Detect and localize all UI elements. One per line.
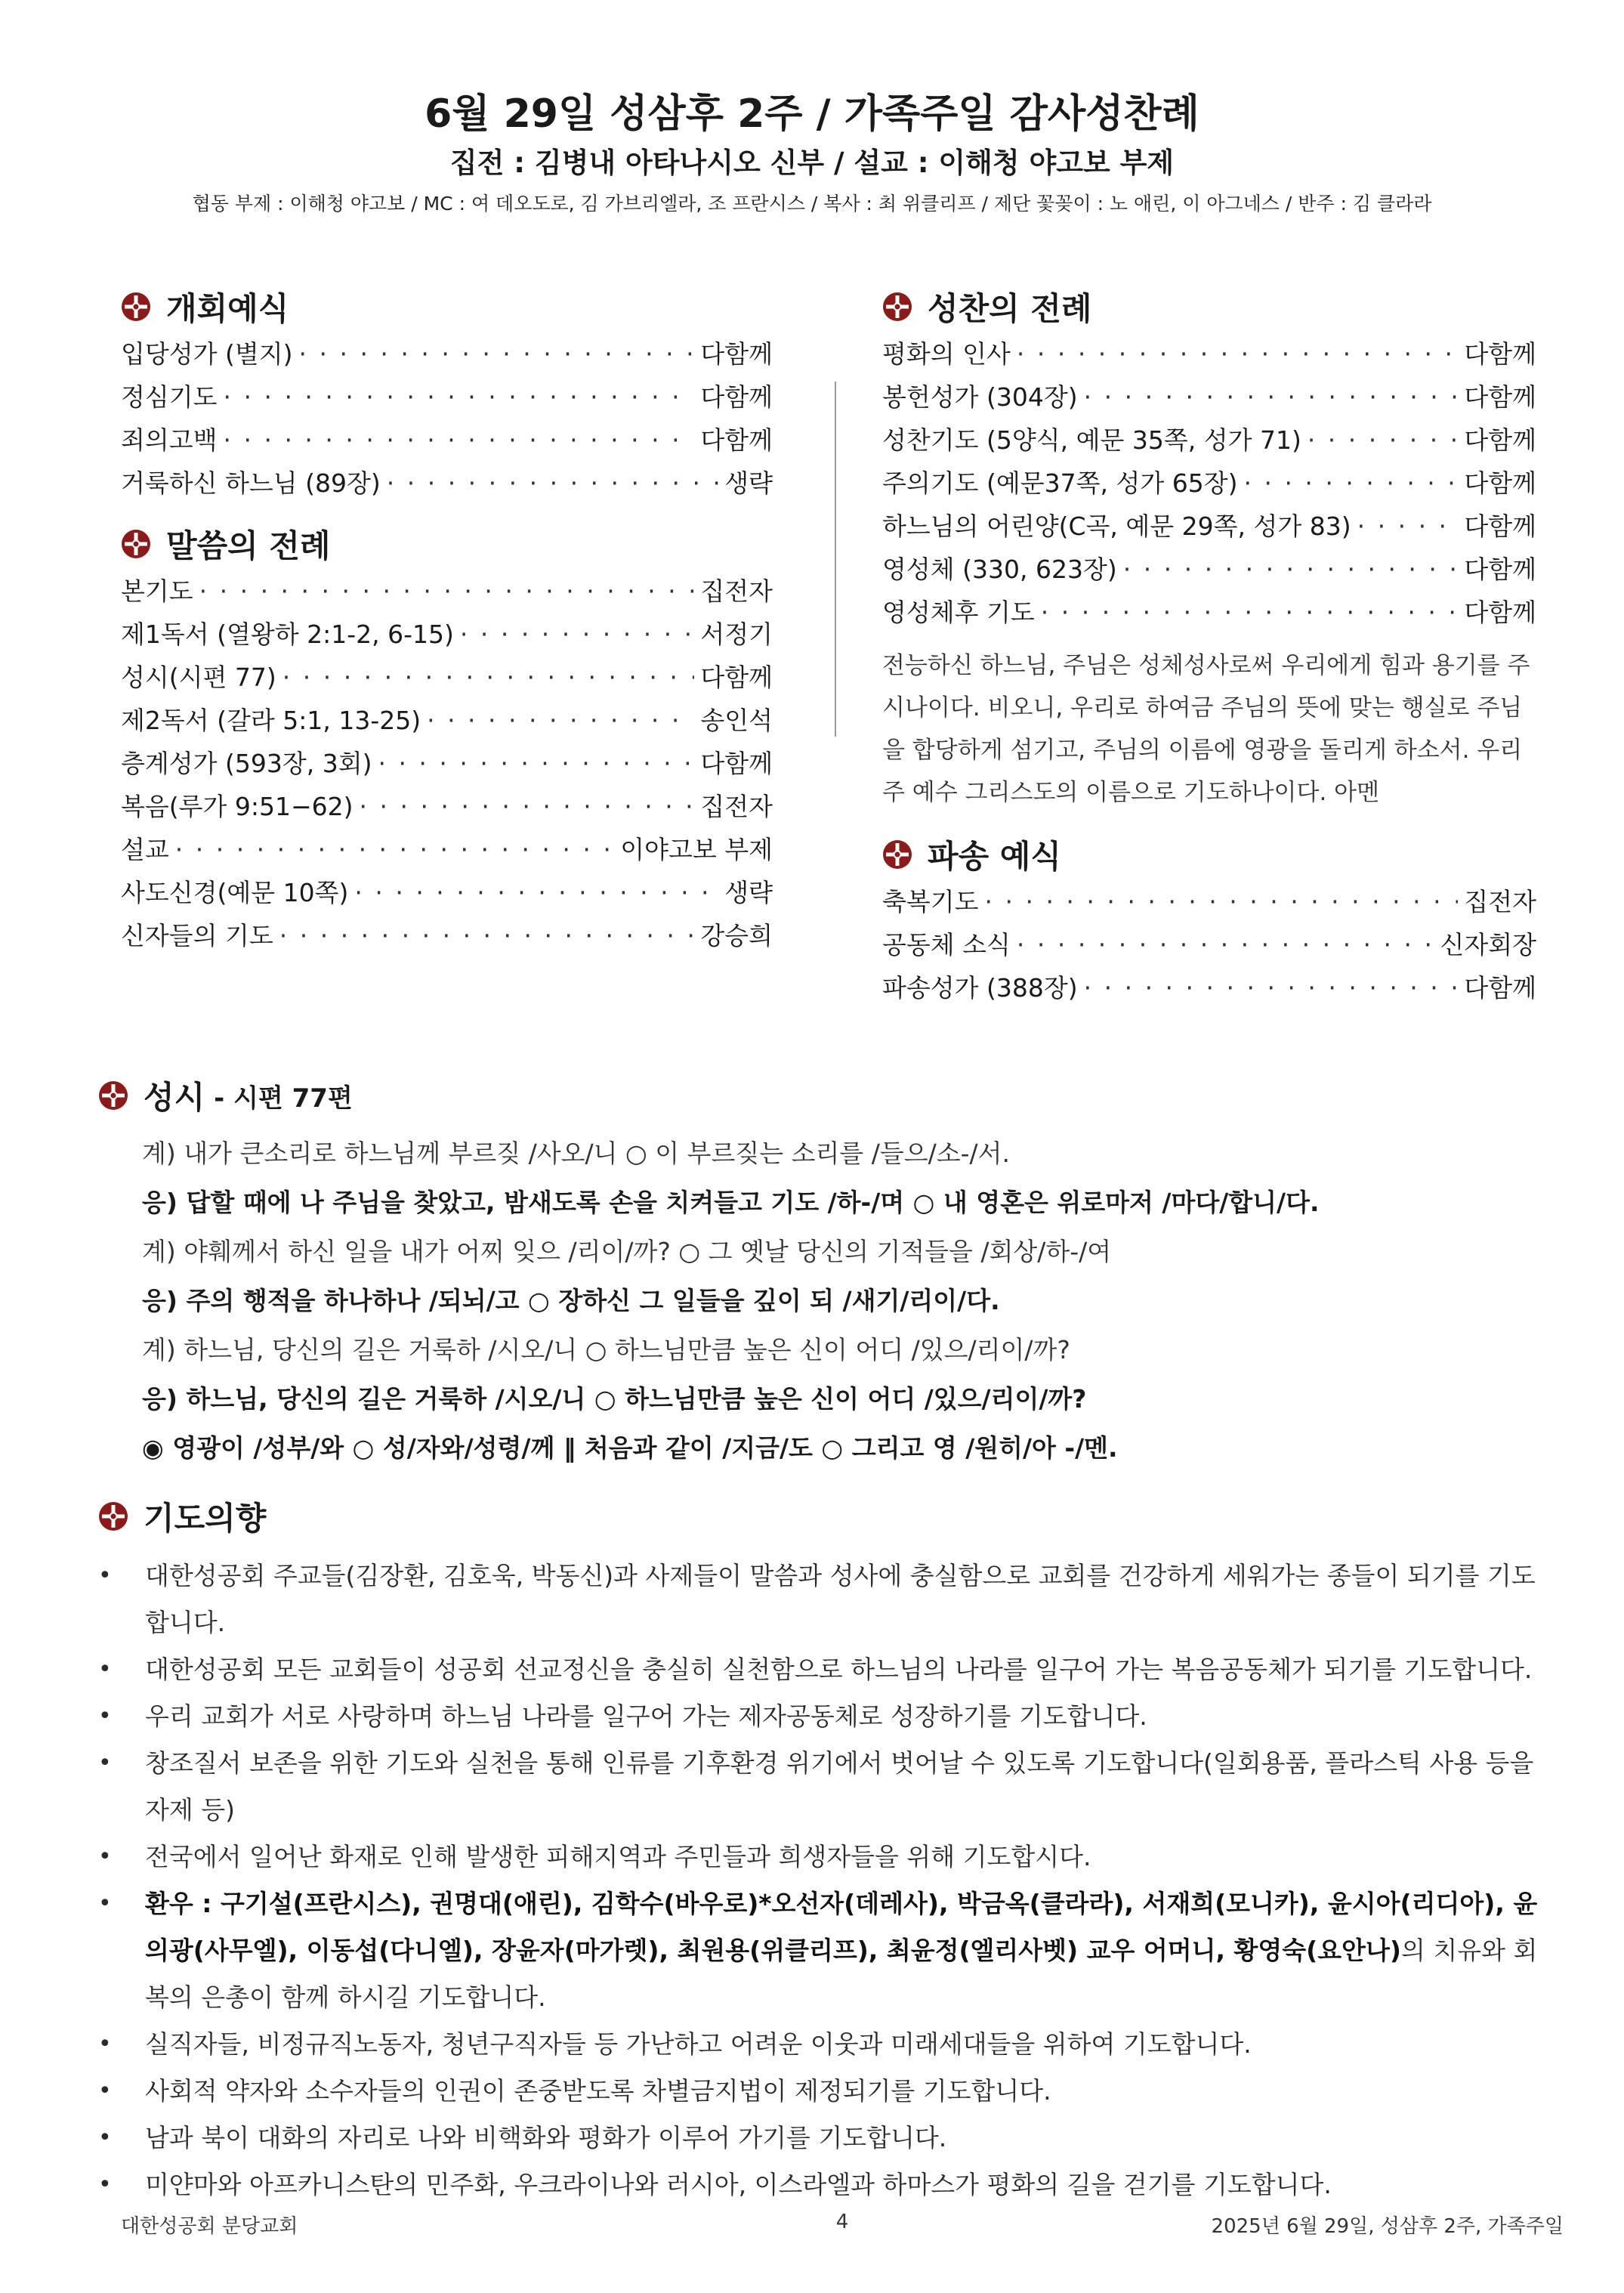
dot-leader (279, 914, 695, 957)
page-title: 6월 29일 성삼후 2주 / 가족주일 감사성찬례 (425, 91, 1199, 137)
psalm-reference: - 시편 77편 (214, 1083, 353, 1114)
service-item-label: 신자들의 기도 (121, 921, 273, 950)
service-item-performer: 강승희 (700, 921, 773, 950)
service-item-label: 정심기도 (121, 382, 218, 412)
psalm-line-response: 응) 주의 행적을 하나하나 /되뇌/고 ○ 장하신 그 일들을 깊이 되 /새기/리이/다. (142, 1286, 1000, 1315)
service-item-label: 봉헌성가 (304장) (882, 382, 1078, 412)
service-item (882, 880, 1536, 923)
dot-leader (199, 570, 695, 613)
intention-item: • 남과 북이 대화의 자리로 나와 비핵화와 평화가 이루어 가기를 기도합니다. (98, 2115, 1548, 2162)
staff-line: 협동 부제 : 이해청 야고보 / MC : 여 데오도로, 김 가브리엘라, 조 프란시스 / 복사 : 최 위클리프 / 제단 꽃꽂이 : 노 애린, 이 아그네스 / 반주 : 김 클라라 (192, 193, 1432, 215)
service-item (121, 613, 773, 656)
page-footer (121, 2211, 1564, 2241)
section-heading-intentions (98, 1492, 1548, 1541)
service-item-performer: 집전자 (700, 576, 773, 606)
service-item-performer: 다함께 (700, 339, 773, 369)
intention-item: • 실직자들, 비정규직노동자, 청년구직자들 등 가난하고 어려운 이웃과 미래세대들을 위하여 기도합니다. (98, 2021, 1548, 2068)
page-number: 4 (835, 2211, 849, 2233)
dot-leader (299, 332, 695, 375)
section-title: 성시 (144, 1079, 205, 1116)
dot-leader (387, 462, 718, 505)
psalm-line-leader: 계) 하느님, 당신의 길은 거룩하 /시오/니 ○ 하느님만큼 높은 신이 어디 /있으/리이/까? (142, 1335, 1070, 1364)
section-heading-word (121, 520, 773, 568)
service-item-label: 본기도 (121, 576, 193, 606)
service-item-label: 영성체후 기도 (882, 598, 1035, 627)
dot-leader (224, 375, 695, 419)
intention-item: • 대한성공회 모든 교회들이 성공회 선교정신을 충실히 실천함으로 하느님의 나라를 일구어 가는 복음공동체가 되기를 기도합니다. (98, 1646, 1548, 1693)
service-item (121, 785, 773, 828)
column-divider (835, 382, 836, 737)
service-item-performer: 다함께 (700, 749, 773, 778)
section-heading-psalm (98, 1071, 1533, 1120)
dot-leader (985, 880, 1459, 923)
service-item-performer: 다함께 (1464, 511, 1536, 541)
service-item (121, 570, 773, 613)
service-item (121, 462, 773, 505)
section-heading-dismissal (882, 830, 1536, 879)
service-item (882, 505, 1536, 548)
dot-leader (360, 785, 695, 828)
page-header (0, 89, 1624, 219)
service-item-performer: 다함께 (1464, 973, 1536, 1003)
section-title: 말씀의 전례 (166, 527, 331, 564)
service-item-performer: 서정기 (700, 620, 773, 649)
service-item-performer: 생략 (724, 468, 773, 498)
service-item (121, 828, 773, 871)
patients-prefix: 환우 : (145, 1889, 221, 1918)
service-item (882, 462, 1536, 505)
cross-icon (121, 529, 151, 559)
right-column (882, 283, 1536, 1009)
dot-leader (1017, 332, 1458, 375)
service-item (121, 332, 773, 375)
officiant-line: 집전 : 김병내 아타나시오 신부 / 설교 : 이해청 야고보 부제 (449, 147, 1175, 179)
service-item (121, 914, 773, 957)
cross-icon (882, 292, 912, 322)
intention-item: • 전국에서 일어난 화재로 인해 발생한 피해지역과 주민들과 희생자들을 위해 기도합시다. (98, 1834, 1548, 1880)
post-communion-prayer: 전능하신 하느님, 주님은 성체성사로써 우리에게 힘과 용기를 주시나이다. 비오니, 우리로 하여금 주님의 뜻에 맞는 행실로 주님을 합당하게 섬기고, 주님의 이름에 영광을 돌리게 하소서. 우리 주 예수 그리스도의 이름으로 기도하나이다. 아멘 (882, 652, 1530, 806)
service-item-performer: 생략 (724, 878, 773, 907)
service-item-label: 하느님의 어린양(C곡, 예문 29쪽, 성가 83) (882, 511, 1351, 541)
psalm-line-response: 응) 하느님, 당신의 길은 거룩하 /시오/니 ○ 하느님만큼 높은 신이 어디 /있으/리이/까? (142, 1384, 1087, 1414)
psalm-line-leader: 계) 야훼께서 하신 일을 내가 어찌 잊으 /리이/까? ○ 그 옛날 당신의 기적들을 /회상/하-/여 (142, 1237, 1112, 1266)
dot-leader (1084, 966, 1459, 1009)
intention-item: • 미얀마와 아프카니스탄의 민주화, 우크라이나와 러시아, 이스라엘과 하마스가 평화의 길을 걷기를 기도합니다. (98, 2162, 1548, 2208)
dot-leader (1041, 591, 1459, 634)
service-item-label: 공동체 소식 (882, 930, 1011, 960)
dot-leader (1308, 419, 1459, 462)
footer-date: 2025년 6월 29일, 성삼후 2주, 가족주일 (1211, 2215, 1564, 2238)
dot-leader (1123, 548, 1459, 591)
word-list (121, 570, 773, 957)
service-item-performer: 다함께 (1464, 339, 1536, 369)
service-item (882, 923, 1536, 966)
dot-leader (354, 871, 718, 914)
service-item (121, 742, 773, 785)
service-item (121, 419, 773, 462)
service-item-label: 복음(루가 9:51−62) (121, 792, 354, 821)
service-item-label: 파송성가 (388장) (882, 973, 1078, 1003)
service-item-performer: 송인석 (700, 706, 773, 735)
service-item (882, 332, 1536, 375)
service-item-label: 성시(시편 77) (121, 663, 276, 692)
cross-icon (882, 839, 912, 870)
service-item-performer: 다함께 (1464, 468, 1536, 498)
service-item-performer: 다함께 (1464, 425, 1536, 455)
service-item-label: 설교 (121, 835, 169, 864)
service-item (882, 375, 1536, 419)
section-title: 기도의향 (144, 1500, 267, 1537)
section-title: 개회예식 (166, 290, 289, 327)
psalm-line-response: 응) 답할 때에 나 주님을 찾았고, 밤새도록 손을 치켜들고 기도 /하-/며 ○ 내 영혼은 위로마저 /마다/합니/다. (142, 1188, 1320, 1217)
service-item (882, 966, 1536, 1009)
service-item-label: 제1독서 (열왕하 2:1-2, 6-15) (121, 620, 454, 649)
psalm-section (98, 1071, 1533, 1473)
intention-item-patients (98, 1880, 1548, 2021)
service-item-performer: 이야고보 부제 (620, 835, 773, 864)
service-item-performer: 다함께 (700, 663, 773, 692)
dot-leader (283, 656, 695, 699)
service-item-label: 입당성가 (별지) (121, 339, 293, 369)
dot-leader (224, 419, 695, 462)
dot-leader (427, 699, 694, 742)
service-item (121, 699, 773, 742)
section-title: 성찬의 전례 (928, 290, 1092, 327)
service-item-label: 거룩하신 하느님 (89장) (121, 468, 381, 498)
dot-leader (175, 828, 614, 871)
service-item-label: 평화의 인사 (882, 339, 1011, 369)
service-item-performer: 집전자 (700, 792, 773, 821)
service-item (882, 419, 1536, 462)
opening-list (121, 332, 773, 505)
service-item-performer: 다함께 (1464, 382, 1536, 412)
cross-icon (121, 292, 151, 322)
intention-item: • 창조질서 보존을 위한 기도와 실천을 통해 인류를 기후환경 위기에서 벗어날 수 있도록 기도합니다(일회용품, 플라스틱 사용 등을 자제 등) (98, 1740, 1548, 1834)
cross-icon (98, 1080, 128, 1111)
psalm-gloria: ◉ 영광이 /성부/와 ○ 성/자와/성령/께 ‖ 처음과 같이 /지금/도 ○ 그리고 영 /원히/아 -/멘. (142, 1433, 1118, 1463)
footer-church-name: 대한성공회 분당교회 (121, 2215, 298, 2238)
service-item-label: 축복기도 (882, 887, 979, 916)
dot-leader (1084, 375, 1459, 419)
intentions-section (98, 1492, 1548, 2208)
intentions-list (98, 1553, 1548, 2208)
section-heading-eucharist (882, 283, 1536, 331)
service-item-label: 영성체 (330, 623장) (882, 555, 1117, 584)
service-item-performer: 다함께 (1464, 598, 1536, 627)
dot-leader (378, 742, 694, 785)
service-item-performer: 다함께 (700, 425, 773, 455)
service-item-performer: 다함께 (1464, 555, 1536, 584)
service-item-label: 제2독서 (갈라 5:1, 13-25) (121, 706, 421, 735)
service-item (882, 591, 1536, 634)
service-item-label: 사도신경(예문 10쪽) (121, 878, 349, 907)
section-heading-opening (121, 283, 773, 331)
cross-icon (98, 1501, 128, 1531)
service-item-performer: 집전자 (1464, 887, 1536, 916)
dismissal-list (882, 880, 1536, 1009)
service-item (121, 656, 773, 699)
service-item (121, 871, 773, 914)
dot-leader (1243, 462, 1458, 505)
dot-leader (1017, 923, 1434, 966)
left-column (121, 283, 773, 957)
service-item (882, 548, 1536, 591)
service-item-performer: 다함께 (700, 382, 773, 412)
eucharist-list (882, 332, 1536, 634)
patients-names: 구기설(프란시스), 권명대(애린), 김학수(바우로)*오선자(데레사), 박금옥(클라라), 서재희(모니카), 윤시아(리디아), 윤의광(사무엘), 이동섭(다니엘), 장윤자(마가렛), 최원용(위클리프), 최윤정(엘리사벳) 교우 어머니, 황영숙(요안나) (145, 1889, 1538, 1965)
dot-leader (460, 613, 694, 656)
service-item-label: 층계성가 (593장, 3회) (121, 749, 372, 778)
service-item (121, 375, 773, 419)
psalm-line-leader: 계) 내가 큰소리로 하느님께 부르짖 /사오/니 ○ 이 부르짖는 소리를 /들으/소-/서. (142, 1139, 1011, 1168)
service-item-performer: 신자회장 (1440, 930, 1536, 960)
section-title: 파송 예식 (928, 838, 1061, 875)
service-item-label: 성찬기도 (5양식, 예문 35쪽, 성가 71) (882, 425, 1301, 455)
service-item-label: 주의기도 (예문37쪽, 성가 65장) (882, 468, 1238, 498)
intention-item: • 사회적 약자와 소수자들의 인권이 존중받도록 차별금지법이 제정되기를 기도합니다. (98, 2068, 1548, 2115)
service-item-label: 죄의고백 (121, 425, 218, 455)
intention-item: • 대한성공회 주교들(김장환, 김호욱, 박동신)과 사제들이 말씀과 성사에 충실함으로 교회를 건강하게 세워가는 종들이 되기를 기도합니다. (98, 1553, 1548, 1646)
dot-leader (1357, 505, 1459, 548)
intention-item: • 우리 교회가 서로 사랑하며 하느님 나라를 일구어 가는 제자공동체로 성장하기를 기도합니다. (98, 1693, 1548, 1740)
patients-suffix: 의 치유와 회복의 은총이 함께 하시길 기도합니다. (145, 1936, 1538, 2012)
psalm-lines (98, 1129, 1533, 1473)
